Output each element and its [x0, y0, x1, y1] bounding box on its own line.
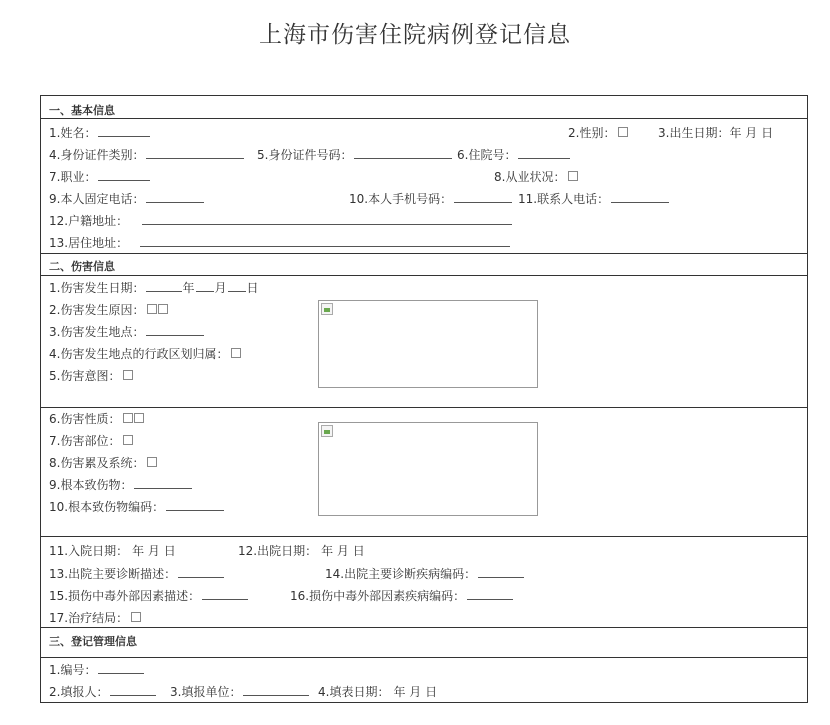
divider [41, 407, 807, 408]
admission-date-label: 11.入院日期： [49, 544, 129, 558]
year-label: 年 [182, 281, 195, 295]
checkbox-icon[interactable] [618, 127, 628, 137]
injury-system-label: 8.伤害累及系统： [49, 456, 145, 470]
external-cause-code-input[interactable] [467, 589, 513, 600]
injury-cause-field [49, 303, 168, 317]
birth-date-label: 3.出生日期： [658, 126, 730, 140]
checkbox-icon[interactable] [147, 304, 157, 314]
external-cause-field[interactable] [49, 589, 248, 603]
residence-address-field[interactable] [49, 236, 510, 250]
number-label: 1.编号： [49, 663, 97, 677]
broken-image [318, 422, 538, 516]
injury-system-field [49, 456, 157, 470]
divider [41, 657, 807, 658]
broken-image [318, 300, 538, 388]
external-cause-input[interactable] [202, 589, 248, 600]
discharge-date-field [238, 544, 365, 558]
discharge-diagnosis-code-input[interactable] [478, 567, 524, 578]
id-type-input[interactable] [146, 148, 244, 159]
reporter-field[interactable] [49, 685, 156, 699]
root-cause-code-input[interactable] [166, 500, 224, 511]
discharge-diagnosis-field[interactable] [49, 567, 224, 581]
registered-address-label: 12.户籍地址： [49, 214, 129, 228]
divider [41, 253, 807, 254]
root-cause-code-label: 10.根本致伤物编码： [49, 500, 165, 514]
sex-field [568, 126, 628, 140]
root-cause-label: 9.根本致伤物： [49, 478, 133, 492]
outcome-label: 17.治疗结局： [49, 611, 129, 625]
page-title: 上海市伤害住院病例登记信息 [259, 22, 571, 48]
month-label: 月 [214, 281, 227, 295]
root-cause-code-field[interactable] [49, 500, 224, 514]
contact-phone-input[interactable] [611, 192, 669, 203]
section-basic-info-heading: 一、基本信息 [49, 104, 115, 117]
report-date-label: 4.填表日期： [318, 685, 390, 699]
mobile-input[interactable] [454, 192, 512, 203]
registered-address-field[interactable] [49, 214, 512, 228]
external-cause-code-label: 16.损伤中毒外部因素疾病编码： [290, 589, 466, 603]
checkbox-icon[interactable] [158, 304, 168, 314]
injury-month-input[interactable] [196, 281, 214, 292]
checkbox-icon[interactable] [568, 171, 578, 181]
hospital-number-field[interactable] [457, 148, 570, 162]
injury-place-input[interactable] [146, 325, 204, 336]
injury-district-label: 4.伤害发生地点的行政区划归属： [49, 347, 229, 361]
landline-field[interactable] [49, 192, 204, 206]
injury-nature-label: 6.伤害性质： [49, 412, 121, 426]
landline-label: 9.本人固定电话： [49, 192, 145, 206]
discharge-diagnosis-label: 13.出院主要诊断描述： [49, 567, 177, 581]
external-cause-code-field[interactable] [290, 589, 513, 603]
registered-address-input[interactable] [142, 214, 512, 225]
report-date-value[interactable]: 年 月 日 [393, 685, 438, 699]
residence-address-input[interactable] [140, 236, 510, 247]
discharge-date-label: 12.出院日期： [238, 544, 318, 558]
name-input[interactable] [98, 126, 150, 137]
number-input[interactable] [98, 663, 144, 674]
divider [41, 536, 807, 537]
discharge-diagnosis-code-label: 14.出院主要诊断疾病编码： [325, 567, 477, 581]
checkbox-icon[interactable] [134, 413, 144, 423]
injury-place-field[interactable] [49, 325, 204, 339]
checkbox-icon[interactable] [123, 370, 133, 380]
hospital-number-label: 6.住院号： [457, 148, 517, 162]
report-date-field [318, 685, 437, 699]
discharge-diagnosis-input[interactable] [178, 567, 224, 578]
divider [41, 275, 807, 276]
employment-label: 8.从业状况： [494, 170, 566, 184]
root-cause-input[interactable] [134, 478, 192, 489]
discharge-diagnosis-code-field[interactable] [325, 567, 524, 581]
residence-address-label: 13.居住地址： [49, 236, 129, 250]
external-cause-label: 15.损伤中毒外部因素描述： [49, 589, 201, 603]
birth-date-value[interactable]: 年 月 日 [729, 126, 774, 140]
contact-phone-label: 11.联系人电话： [518, 192, 610, 206]
discharge-date-value[interactable]: 年 月 日 [321, 544, 365, 558]
divider [41, 118, 807, 119]
registration-form [40, 95, 808, 703]
injury-date-label: 1.伤害发生日期： [49, 281, 145, 295]
checkbox-icon[interactable] [131, 612, 141, 622]
injury-place-label: 3.伤害发生地点： [49, 325, 145, 339]
injury-site-label: 7.伤害部位： [49, 434, 121, 448]
name-field[interactable] [49, 126, 150, 140]
injury-cause-label: 2.伤害发生原因： [49, 303, 145, 317]
divider [41, 627, 807, 628]
day-label: 日 [246, 281, 259, 295]
checkbox-icon[interactable] [123, 413, 133, 423]
id-number-input[interactable] [354, 148, 452, 159]
number-field[interactable] [49, 663, 144, 677]
name-label: 1.姓名： [49, 126, 97, 140]
reporting-unit-input[interactable] [243, 685, 309, 696]
reporter-input[interactable] [110, 685, 156, 696]
reporter-label: 2.填报人： [49, 685, 109, 699]
injury-intent-field [49, 369, 133, 383]
occupation-field[interactable] [49, 170, 150, 184]
birth-date-field [658, 126, 773, 140]
employment-field [494, 170, 578, 184]
checkbox-icon[interactable] [123, 435, 133, 445]
hospital-number-input[interactable] [518, 148, 570, 159]
contact-phone-field[interactable] [518, 192, 669, 206]
broken-image-icon [321, 425, 333, 437]
broken-image-icon [321, 303, 333, 315]
occupation-input[interactable] [98, 170, 150, 181]
occupation-label: 7.职业： [49, 170, 97, 184]
injury-year-input[interactable] [146, 281, 182, 292]
id-number-field[interactable] [257, 148, 452, 162]
mobile-field[interactable] [349, 192, 512, 206]
injury-intent-label: 5.伤害意图： [49, 369, 121, 383]
reporting-unit-field[interactable] [170, 685, 309, 699]
injury-district-field [49, 347, 241, 361]
injury-site-field [49, 434, 133, 448]
outcome-field [49, 611, 141, 625]
id-type-label: 4.身份证件类别： [49, 148, 145, 162]
checkbox-icon[interactable] [231, 348, 241, 358]
injury-date-field[interactable] [49, 281, 259, 295]
landline-input[interactable] [146, 192, 204, 203]
injury-day-input[interactable] [228, 281, 246, 292]
sex-label: 2.性别： [568, 126, 616, 140]
injury-nature-field [49, 412, 144, 426]
id-number-label: 5.身份证件号码： [257, 148, 353, 162]
admission-date-value[interactable]: 年 月 日 [132, 544, 176, 558]
section-management-info-heading: 三、登记管理信息 [49, 635, 137, 648]
mobile-label: 10.本人手机号码： [349, 192, 453, 206]
section-injury-info-heading: 二、伤害信息 [49, 260, 115, 273]
root-cause-field[interactable] [49, 478, 192, 492]
id-type-field[interactable] [49, 148, 244, 162]
admission-date-field [49, 544, 176, 558]
checkbox-icon[interactable] [147, 457, 157, 467]
reporting-unit-label: 3.填报单位： [170, 685, 242, 699]
